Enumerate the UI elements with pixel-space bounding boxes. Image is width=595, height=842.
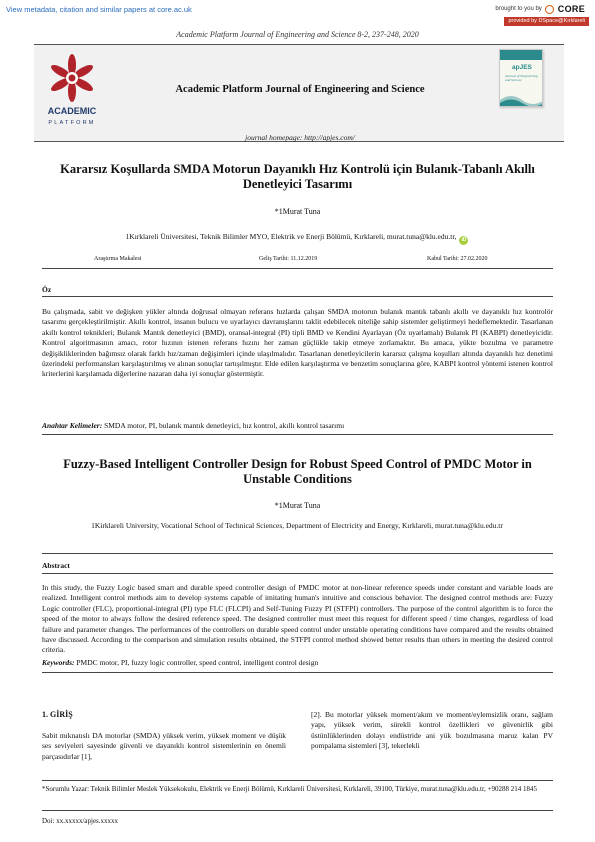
divider-oz (42, 296, 553, 297)
keywords-en (42, 658, 553, 667)
core-provided-badge[interactable]: provided by DSpace@Kırklareli (504, 17, 589, 26)
logo-text-academic: ACADEMIC (47, 106, 97, 116)
affiliation-tr-text: 1Kırklareli Üniversitesi, Teknik Bilimler MYO, Elektrik ve Enerji Bölümü, Kırklareli, murat.tuna@klu.edu.tr, (125, 232, 457, 241)
divider-keywords-tr (42, 434, 553, 435)
keywords-tr (42, 421, 553, 430)
core-brought-text: brought to you by (495, 6, 542, 12)
article-title-tr: Kararsız Koşullarda SMDA Motorun Dayanıklı Hız Kontrolü için Bulanık-Tabanlı Akıllı Denetleyici Tasarımı (60, 162, 535, 191)
logo-text-platform: PLATFORM (48, 120, 96, 126)
affiliation-tr (42, 232, 552, 245)
body-column-right: [2]. Bu motorlar yüksek moment/akım ve moment/eylemsizlik oranı, sağlam yapı, yüksek verim, sürekli kontrol özellikleri ve güvenirlik gibi üstünlüklerinden dolayı endüstride ani yük bozulmasına maruz kalan PV pompalama sistemleri [3], tekerlekli (311, 710, 553, 751)
running-head: Academic Platform Journal of Engineering and Science 8-2, 237-248, 2020 (176, 30, 419, 39)
author-tr: *1Murat Tuna (274, 207, 321, 216)
keywords-label-en: Keywords: (42, 658, 75, 667)
core-metadata-link[interactable]: View metadata, citation and similar papers at core.ac.uk (6, 5, 192, 14)
doi: Doi: xx.xxxxx/apjes.xxxxx (42, 817, 119, 825)
abstract-heading-en: Abstract (42, 561, 70, 570)
body-column-left: Sabit mıknatıslı DA motorlar (SMDA) yüksek verim, yüksek moment ve düşük ses seviyeleri sayesinde güvenli ve dayanıklı kontrol sistemlerinin en önemli parçasıdırlar [1], (42, 731, 286, 761)
divider-top-oz (42, 268, 553, 269)
keywords-label-tr: Anahtar Kelimeler: (42, 421, 103, 430)
article-title-en: Fuzzy-Based Intelligent Controller Design for Robust Speed Control of PMDC Motor in Unstable Conditions (63, 457, 532, 486)
article-type: Araştırma Makalesi (94, 256, 142, 262)
keywords-text-tr: SMDA motor, PI, bulanık mantık denetleyici, hız kontrol, akıllı kontrol tasarımı (104, 421, 345, 430)
orcid-icon[interactable]: iD (461, 237, 467, 243)
journal-cover-thumbnail (499, 49, 543, 107)
abstract-en: In this study, the Fuzzy Logic based smart and durable speed controller design of PMDC motor at non-linear reference speeds under constant and variable loads are realized. Intelligent control methods aim to develop systems capable of imitating human's intuitive and conscious behavior. The designed control methods are: Fuzzy Logic controller (FLC), proportional-integral (PI) type FLC (FLCPI) and Self-Tuning Fuzzy PI (STFPI) controllers. The purpose of the control algorithm is to force the speed of the motor to always follow the desired reference speed. The designed controller must meet this request for different speed / time changes, regardless of load failure and parameter changes. The performances of the controllers on durable speed control under unstable operating conditions have compared and the results obtained have discussed. According to the comparison and simulation results obtained, the STFPI control method showed better results than others in meeting the desired control criteria. (42, 583, 553, 655)
abstract-tr: Bu çalışmada, sabit ve değişken yükler altında doğrusal olmayan referans hızlarda çalışan SMDA motorun bulanık mantık tabanlı akıllı ve dayanıklı hız kontrolör tasarımı gerçekleştirilmiştir. Akıllı kontrol, insanın bulucu ve uyarlayıcı davranışlarını taklit edebilecek niteliğe sahip sistemler geliştirmeyi hedeflemektedir. Tasarlanan akıllı kontrol teknikleri; Bulanık Mantık denetleyici (BMD), oransal-integral (PI) tipli BMD ve Kendini Ayarlayan (Öz uyarlamalı) Bulanık PI (KABPI) denetleyicidir. Kontrol algoritmasının amacı, rotor hızının istenen referans hızını her zaman güçlükle takip etmeye zorlamaktır. Bu amaca, yükte bozulma ve parametre değişikliklerinden bağımsız olarak farklı hız/zaman değişimleri içinde ulaşılmalıdır. Tasarlanan denetleyicilerin kararsız çalışma koşulları altında dayanıklı hız denetimi üzerindeki performansları karşılaştırılmış ve alınan sonuçlar tartışılmıştır. Elde edilen karşılaştırma ve benzetim sonuçlarına göre, KABPI kontrol yöntemi istenen kontrol kriterlerini karşılamada diğerlerine nazaran daha iyi sonuçlar göstermiştir. (42, 307, 553, 379)
cover-wave-graphic (500, 90, 543, 107)
corresponding-author-footnote: *Sorumlu Yazar: Teknik Bilimler Meslek Yüksekokulu, Elektrik ve Enerji Bölümü, Kırklareli Üniversitesi, Kırklareli, 39100, Türkiye, murat.tuna@klu.edu.tr, +90288 214 1845 (42, 785, 537, 793)
received-date: Geliş Tarihi: 11.12.2019 (259, 256, 318, 262)
core-logo-icon (545, 5, 554, 14)
journal-title: Academic Platform Journal of Engineering and Science (175, 84, 425, 95)
cover-band (500, 50, 543, 60)
divider-keywords-en (42, 672, 553, 673)
abstract-heading-tr: Öz (42, 285, 52, 294)
doi-divider (42, 810, 553, 811)
keywords-text-en: PMDC motor, PI, fuzzy logic controller, speed control, intelligent control design (76, 658, 319, 667)
core-brought-by[interactable] (495, 4, 585, 14)
core-logo-text: CORE (557, 4, 585, 14)
section-heading-giris: 1. GİRİŞ (42, 710, 73, 719)
cover-title: apJES (512, 64, 532, 71)
accepted-date: Kabul Tarihi: 27.02.2020 (427, 256, 488, 262)
author-en: *1Murat Tuna (274, 501, 321, 510)
affiliation-en: 1Kirklareli University, Vocational School of Technical Sciences, Department of Electricity and Energy, Kırklareli, murat.tuna@klu.edu.tr (91, 521, 503, 530)
footnote-divider (42, 780, 553, 781)
divider-abstract (42, 573, 553, 574)
cover-subtitle: Journal of Engineering and Science (505, 74, 538, 82)
journal-homepage[interactable]: journal homepage: http://apjes.com/ (245, 133, 355, 142)
divider-top-abstract (42, 553, 553, 554)
academic-platform-logo (38, 52, 106, 130)
